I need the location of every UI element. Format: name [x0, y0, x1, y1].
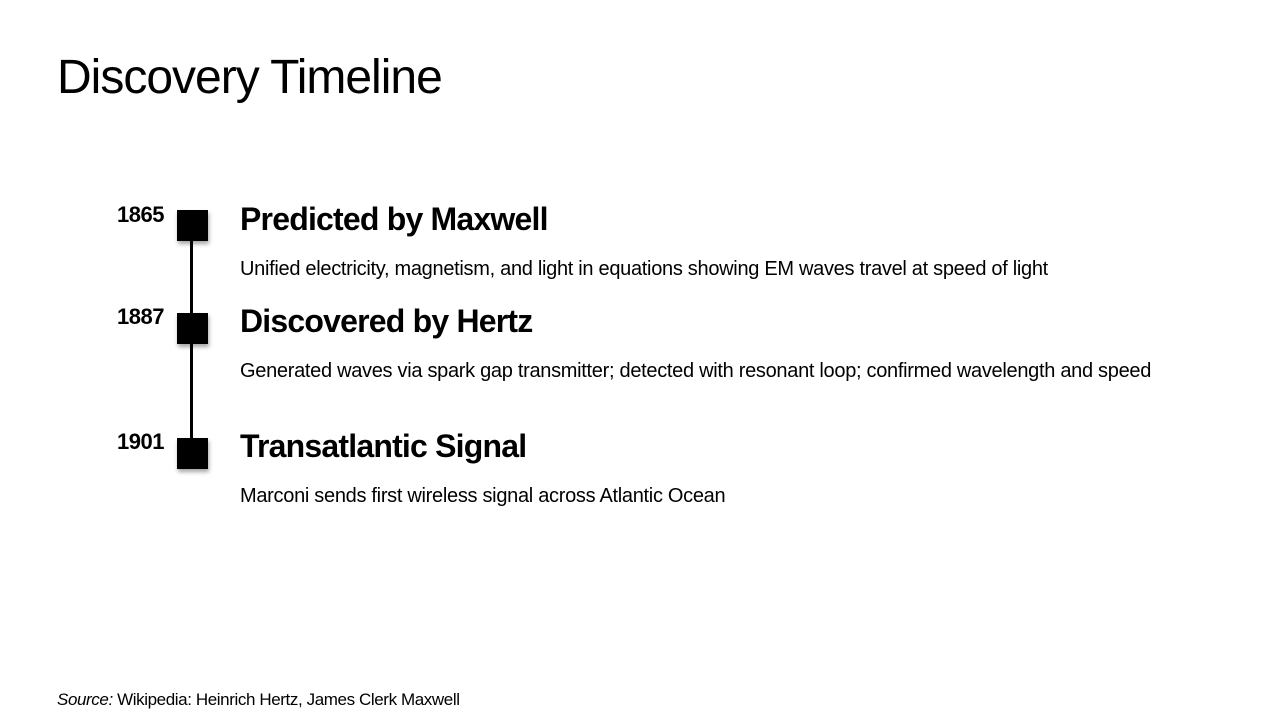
timeline-connector — [190, 240, 193, 314]
page-title: Discovery Timeline — [57, 51, 442, 104]
event-year: 1887 — [117, 304, 164, 329]
event-year: 1901 — [117, 429, 164, 454]
source-label: Source: — [57, 690, 113, 709]
event-description: Marconi sends first wireless signal across Atlantic Ocean — [240, 485, 726, 507]
event-title: Transatlantic Signal — [240, 428, 527, 464]
event-title: Predicted by Maxwell — [240, 201, 548, 237]
timeline-marker — [177, 438, 208, 469]
timeline-marker — [177, 210, 208, 241]
event-year: 1865 — [117, 202, 164, 227]
event-title: Discovered by Hertz — [240, 303, 533, 339]
source-text: Wikipedia: Heinrich Hertz, James Clerk Maxwell — [117, 690, 460, 709]
timeline-marker — [177, 313, 208, 344]
timeline-connector — [190, 343, 193, 439]
event-description: Unified electricity, magnetism, and light in equations showing EM waves travel at speed of light — [240, 258, 1048, 280]
source-citation — [57, 690, 460, 710]
event-description: Generated waves via spark gap transmitter; detected with resonant loop; confirmed wavelength and speed — [240, 360, 1152, 382]
